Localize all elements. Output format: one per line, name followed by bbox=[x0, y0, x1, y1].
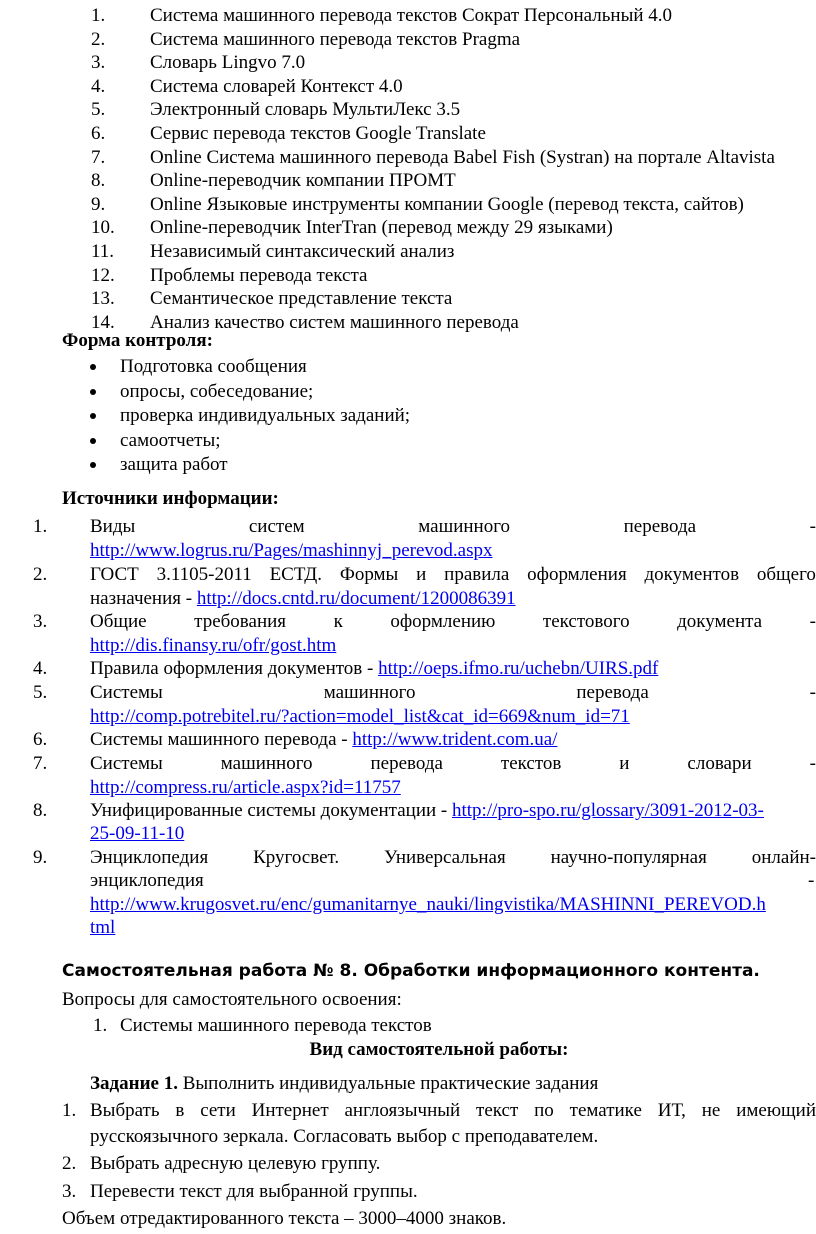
task-text: Выполнить индивидуальные практические задания bbox=[177, 1073, 599, 1094]
bullet-icon bbox=[90, 389, 96, 395]
step-1-line bbox=[90, 1099, 816, 1123]
source-number: 5. bbox=[33, 682, 48, 703]
sources-heading: Источники информации: bbox=[62, 488, 279, 509]
word: 3.1105-2011 bbox=[156, 564, 252, 585]
source-number: 6. bbox=[33, 729, 48, 750]
control-item: Подготовка сообщения bbox=[120, 356, 307, 377]
topic-number: 14. bbox=[91, 311, 115, 333]
word: перевода bbox=[576, 682, 649, 703]
source-8-text: Унифицированные системы документации - bbox=[90, 800, 452, 821]
topic-item: Электронный словарь МультиЛекс 3.5 bbox=[150, 99, 461, 121]
task-label: Задание 1. bbox=[90, 1073, 178, 1094]
volume-note: Объем отредактированного текста – 3000–4000 знаков. bbox=[62, 1208, 507, 1229]
word: словари bbox=[687, 753, 752, 774]
word: ЕСТД. bbox=[269, 564, 322, 585]
work-type-heading: Вид самостоятельной работы: bbox=[309, 1039, 569, 1060]
bullet-icon bbox=[90, 413, 96, 419]
topic-item: Online-переводчик InterTran (перевод между 29 языками) bbox=[150, 217, 613, 239]
word: машинного bbox=[323, 682, 416, 703]
source-6-line bbox=[90, 728, 557, 752]
topic-number: 9. bbox=[91, 193, 106, 215]
topic-number: 10. bbox=[91, 217, 115, 239]
topic-number: 12. bbox=[91, 264, 115, 286]
word: документов bbox=[644, 564, 740, 585]
source-5-line bbox=[90, 681, 816, 705]
step-1-line-2: русскоязычного зеркала. Согласовать выбор с преподавателем. bbox=[90, 1126, 599, 1147]
word: текстового bbox=[542, 611, 630, 632]
word: в bbox=[175, 1100, 185, 1121]
source-number: 8. bbox=[33, 800, 48, 821]
word: имеющий bbox=[736, 1100, 816, 1121]
topic-item: Online-переводчик компании ПРОМТ bbox=[150, 170, 456, 192]
source-2-link[interactable]: http://docs.cntd.ru/document/1200086391 bbox=[196, 588, 516, 609]
word: документа bbox=[677, 611, 763, 632]
source-6-link[interactable]: http://www.trident.com.ua/ bbox=[352, 729, 558, 750]
control-item: проверка индивидуальных заданий; bbox=[120, 405, 411, 427]
source-4-text: Правила оформления документов - bbox=[90, 658, 379, 679]
bullet-icon bbox=[90, 462, 96, 468]
topic-number: 2. bbox=[91, 28, 106, 50]
question-number: 1. bbox=[93, 1015, 108, 1036]
topic-item: Online Языковые инструменты компании Google (перевод текста, сайтов) bbox=[150, 193, 744, 215]
word: текст bbox=[476, 1100, 519, 1121]
source-number: 4. bbox=[33, 658, 48, 679]
topic-number: 5. bbox=[91, 99, 106, 121]
source-number: 7. bbox=[33, 753, 48, 774]
word: общего bbox=[756, 564, 816, 585]
source-7-line bbox=[90, 752, 816, 776]
word: Системы bbox=[90, 753, 163, 774]
control-heading: Форма контроля: bbox=[62, 330, 213, 351]
topic-item: Система словарей Контекст 4.0 bbox=[150, 75, 403, 97]
step-2: Выбрать адресную целевую группу. bbox=[90, 1153, 381, 1174]
topic-item: Анализ качество систем машинного перевода bbox=[150, 311, 519, 333]
bullet-icon bbox=[90, 364, 96, 370]
step-number: 3. bbox=[62, 1181, 77, 1202]
word: - bbox=[809, 753, 816, 774]
topic-number: 7. bbox=[91, 146, 106, 168]
source-number: 2. bbox=[33, 564, 48, 585]
word: и bbox=[619, 753, 630, 774]
topic-item: Система машинного перевода текстов Pragma bbox=[150, 28, 521, 50]
topic-item: Сервис перевода текстов Google Translate bbox=[150, 123, 486, 144]
word: перевода bbox=[370, 753, 443, 774]
source-9-dash: - bbox=[808, 870, 815, 891]
source-2-line-2 bbox=[90, 587, 516, 611]
word: онлайн- bbox=[751, 847, 816, 868]
topic-item: Семантическое представление текста bbox=[150, 288, 453, 310]
word: - bbox=[809, 682, 816, 703]
source-1-link[interactable]: http://www.logrus.ru/Pages/mashinnyj_perevod.aspx bbox=[90, 540, 493, 561]
word: оформления bbox=[527, 564, 627, 585]
topic-item: Словарь Lingvo 7.0 bbox=[150, 52, 306, 74]
word: машинного bbox=[220, 753, 313, 774]
source-7-link[interactable]: http://compress.ru/article.aspx?id=11757 bbox=[90, 777, 401, 798]
word: к bbox=[333, 611, 343, 632]
word: Энциклопедия bbox=[90, 847, 209, 868]
source-1-line bbox=[90, 515, 816, 539]
word: Виды bbox=[90, 516, 136, 537]
word: требования bbox=[194, 611, 287, 632]
topic-number: 13. bbox=[91, 288, 115, 310]
topic-number: 8. bbox=[91, 170, 106, 192]
bullet-icon bbox=[90, 438, 96, 444]
source-3-link[interactable]: http://dis.finansy.ru/ofr/gost.htm bbox=[90, 635, 337, 656]
word: научно-популярная bbox=[550, 847, 707, 868]
word: ГОСТ bbox=[90, 564, 139, 585]
question-1: Системы машинного перевода текстов bbox=[120, 1015, 432, 1036]
word: оформлению bbox=[390, 611, 496, 632]
word: машинного bbox=[418, 516, 511, 537]
control-item: защита работ bbox=[120, 454, 228, 476]
word: Кругосвет. bbox=[253, 847, 340, 868]
step-number: 2. bbox=[62, 1153, 77, 1174]
word: Формы bbox=[339, 564, 399, 585]
control-item: опросы, собеседование; bbox=[120, 380, 314, 402]
word: Общие bbox=[90, 611, 147, 632]
source-number: 1. bbox=[33, 516, 48, 537]
word: систем bbox=[248, 516, 305, 537]
topic-number: 11. bbox=[91, 241, 115, 262]
word: Интернет bbox=[251, 1100, 329, 1121]
work-title: Самостоятельная работа № 8. Обработки информационного контента. bbox=[62, 961, 760, 981]
word: по bbox=[534, 1100, 554, 1121]
word: и bbox=[416, 564, 427, 585]
source-number: 3. bbox=[33, 611, 48, 632]
topic-number: 6. bbox=[91, 123, 106, 144]
source-9-text-2: энциклопедия bbox=[90, 870, 204, 891]
step-number: 1. bbox=[62, 1100, 77, 1121]
task-line bbox=[90, 1072, 598, 1096]
source-6-text: Системы машинного перевода - bbox=[90, 729, 353, 750]
source-4-line bbox=[90, 657, 658, 681]
word: англоязычный bbox=[344, 1100, 461, 1121]
source-2-line bbox=[90, 563, 816, 587]
topic-number: 3. bbox=[91, 52, 106, 74]
topic-item: Online Система машинного перевода Babel Fish (Systran) на портале Altavista bbox=[150, 146, 775, 168]
topic-item: Проблемы перевода текста bbox=[150, 264, 368, 286]
source-8-link[interactable]: http://pro-spo.ru/glossary/3091-2012-03- bbox=[451, 800, 764, 821]
topic-number: 4. bbox=[91, 75, 106, 97]
source-3-line bbox=[90, 610, 816, 634]
questions-label: Вопросы для самостоятельного освоения: bbox=[62, 989, 402, 1010]
source-5-link[interactable]: http://comp.potrebitel.ru/?action=model_list&cat_id=669&num_id=71 bbox=[90, 706, 630, 727]
source-9-link[interactable]: http://www.krugosvet.ru/enc/gumanitarnye_nauki/lingvistika/MASHINNI_PEREVOD.h bbox=[90, 894, 766, 915]
word: перевода bbox=[623, 516, 697, 537]
word: правила bbox=[444, 564, 510, 585]
source-4-link[interactable]: http://oeps.ifmo.ru/uchebn/UIRS.pdf bbox=[378, 658, 659, 679]
source-2-text: назначения - bbox=[90, 588, 197, 609]
word: сети bbox=[200, 1100, 236, 1121]
topic-item: Система машинного перевода текстов Сократ Персональный 4.0 bbox=[150, 5, 672, 26]
topic-number: 1. bbox=[91, 5, 106, 26]
word: - bbox=[809, 516, 816, 537]
source-9-line bbox=[90, 846, 816, 870]
word: Системы bbox=[90, 682, 163, 703]
word: Универсальная bbox=[384, 847, 506, 868]
topic-item: Независимый синтаксический анализ bbox=[150, 241, 455, 262]
source-8-link-cont[interactable]: 25-09-11-10 bbox=[90, 823, 185, 844]
word: Выбрать bbox=[90, 1100, 160, 1121]
word: не bbox=[701, 1100, 721, 1121]
step-3: Перевести текст для выбранной группы. bbox=[90, 1181, 418, 1202]
word: ИТ, bbox=[657, 1100, 686, 1121]
word: - bbox=[809, 611, 816, 632]
source-number: 9. bbox=[33, 847, 48, 868]
control-item: самоотчеты; bbox=[120, 429, 221, 451]
word: тематике bbox=[569, 1100, 642, 1121]
source-9-link-cont[interactable]: tml bbox=[90, 917, 116, 938]
word: текстов bbox=[500, 753, 562, 774]
source-8-line bbox=[90, 799, 764, 823]
